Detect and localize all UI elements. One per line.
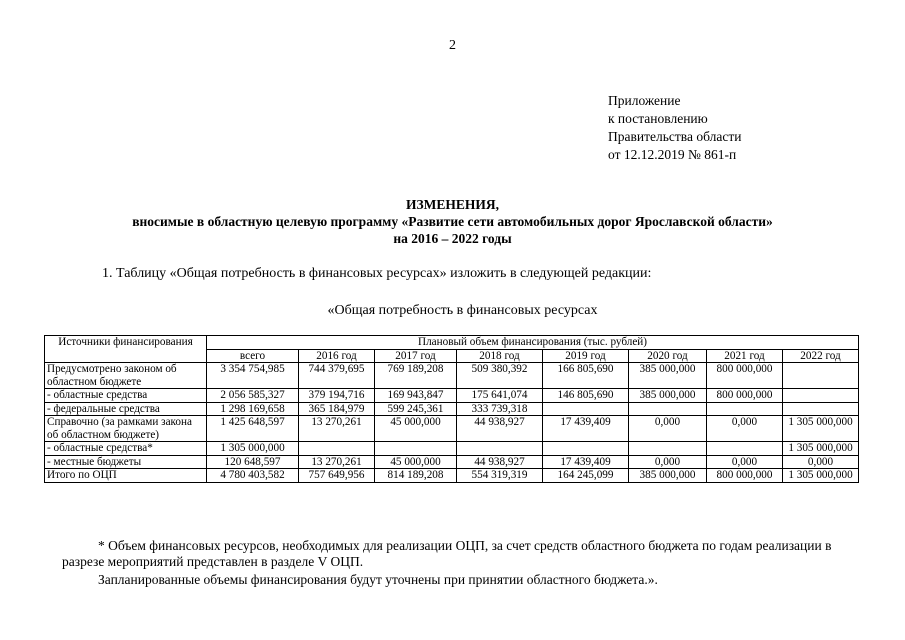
column-header: 2017 год — [375, 349, 457, 363]
column-header: всего — [207, 349, 299, 363]
document-heading — [0, 196, 905, 247]
table-cell: 1 305 000,000 — [783, 469, 859, 483]
table-cell: 599 245,361 — [375, 402, 457, 416]
table-cell: 164 245,099 — [543, 469, 629, 483]
table-cell: 166 805,690 — [543, 363, 629, 389]
table-cell: 120 648,597 — [207, 455, 299, 469]
financing-table — [44, 335, 859, 483]
table-row — [45, 416, 859, 442]
table-cell: 379 194,716 — [299, 389, 375, 403]
table-cell: 769 189,208 — [375, 363, 457, 389]
table-cell: 333 739,318 — [457, 402, 543, 416]
column-header: 2020 год — [629, 349, 707, 363]
table-caption: «Общая потребность в финансовых ресурсах — [327, 303, 598, 318]
appendix-line: Приложение — [608, 93, 681, 108]
footnote-block — [62, 538, 862, 588]
table-cell — [783, 363, 859, 389]
table-cell — [375, 442, 457, 456]
heading-period: на 2016 – 2022 годы — [393, 231, 512, 246]
source-header: Источники финансирования — [45, 336, 207, 363]
table-row — [45, 389, 859, 403]
table-cell — [707, 402, 783, 416]
appendix-line: к постановлению — [608, 111, 708, 126]
table-cell — [543, 402, 629, 416]
heading-subtitle: вносимые в областную целевую программу «Развитие сети автомобильных дорог Ярославской области» — [132, 214, 773, 229]
table-cell: 44 938,927 — [457, 416, 543, 442]
column-header: 2016 год — [299, 349, 375, 363]
table-cell: 17 439,409 — [543, 455, 629, 469]
table-cell: 0,000 — [783, 455, 859, 469]
table-cell: 0,000 — [707, 416, 783, 442]
column-header: 2018 год — [457, 349, 543, 363]
plan-header: Плановый объем финансирования (тыс. рублей) — [207, 336, 859, 350]
table-cell — [783, 402, 859, 416]
table-cell: 175 641,074 — [457, 389, 543, 403]
table-row — [45, 442, 859, 456]
row-label: Справочно (за рамками закона об областном бюджете) — [45, 416, 207, 442]
appendix-line: Правительства области — [608, 129, 742, 144]
table-cell: 0,000 — [629, 416, 707, 442]
appendix-line: от 12.12.2019 № 861-п — [608, 147, 737, 162]
table-cell: 1 305 000,000 — [783, 442, 859, 456]
table-row — [45, 402, 859, 416]
table-cell: 744 379,695 — [299, 363, 375, 389]
table-cell: 0,000 — [707, 455, 783, 469]
table-row — [45, 455, 859, 469]
table-cell: 385 000,000 — [629, 469, 707, 483]
table-cell: 13 270,261 — [299, 416, 375, 442]
table-cell: 757 649,956 — [299, 469, 375, 483]
table-header-row — [45, 336, 859, 350]
table-cell — [783, 389, 859, 403]
row-label: - местные бюджеты — [45, 455, 207, 469]
table-cell: 1 298 169,658 — [207, 402, 299, 416]
table-cell: 814 189,208 — [375, 469, 457, 483]
table-cell: 3 354 754,985 — [207, 363, 299, 389]
table-cell: 2 056 585,327 — [207, 389, 299, 403]
table-cell: 800 000,000 — [707, 389, 783, 403]
table-cell: 365 184,979 — [299, 402, 375, 416]
table-cell: 0,000 — [629, 455, 707, 469]
table-cell: 1 305 000,000 — [783, 416, 859, 442]
closing-text: Запланированные объемы финансирования будут уточнены при принятии областного бюджета.». — [98, 572, 658, 587]
footnote-text: * Объем финансовых ресурсов, необходимых для реализации ОЦП, за счет средств областного бюджета по годам реализации в разрезе мероприятий представлен в разделе V ОЦП. — [62, 538, 832, 569]
row-label: Предусмотрено законом об областном бюджете — [45, 363, 207, 389]
table-cell: 385 000,000 — [629, 363, 707, 389]
table-cell — [629, 402, 707, 416]
table-cell: 169 943,847 — [375, 389, 457, 403]
page-number: 2 — [449, 38, 456, 53]
column-header: 2022 год — [783, 349, 859, 363]
table-cell: 4 780 403,582 — [207, 469, 299, 483]
row-label: - федеральные средства — [45, 402, 207, 416]
table-cell: 800 000,000 — [707, 469, 783, 483]
table-cell — [629, 442, 707, 456]
column-header: 2021 год — [707, 349, 783, 363]
table-cell: 1 425 648,597 — [207, 416, 299, 442]
table-cell: 554 319,319 — [457, 469, 543, 483]
table-cell: 44 938,927 — [457, 455, 543, 469]
table-cell: 509 380,392 — [457, 363, 543, 389]
table-cell: 146 805,690 — [543, 389, 629, 403]
heading-title: ИЗМЕНЕНИЯ, — [405, 197, 499, 212]
column-header: 2019 год — [543, 349, 629, 363]
table-cell: 13 270,261 — [299, 455, 375, 469]
row-label: - областные средства* — [45, 442, 207, 456]
table-cell: 385 000,000 — [629, 389, 707, 403]
table-cell — [543, 442, 629, 456]
table-row — [45, 363, 859, 389]
table-row — [45, 469, 859, 483]
table-cell: 800 000,000 — [707, 363, 783, 389]
table-cell: 17 439,409 — [543, 416, 629, 442]
table-cell — [299, 442, 375, 456]
row-label: - областные средства — [45, 389, 207, 403]
instruction-paragraph: 1. Таблицу «Общая потребность в финансовых ресурсах» изложить в следующей редакции: — [102, 266, 652, 281]
table-cell — [457, 442, 543, 456]
table-cell — [707, 442, 783, 456]
row-label: Итого по ОЦП — [45, 469, 207, 483]
table-cell: 1 305 000,000 — [207, 442, 299, 456]
table-cell: 45 000,000 — [375, 455, 457, 469]
appendix-block — [608, 92, 741, 164]
table-cell: 45 000,000 — [375, 416, 457, 442]
